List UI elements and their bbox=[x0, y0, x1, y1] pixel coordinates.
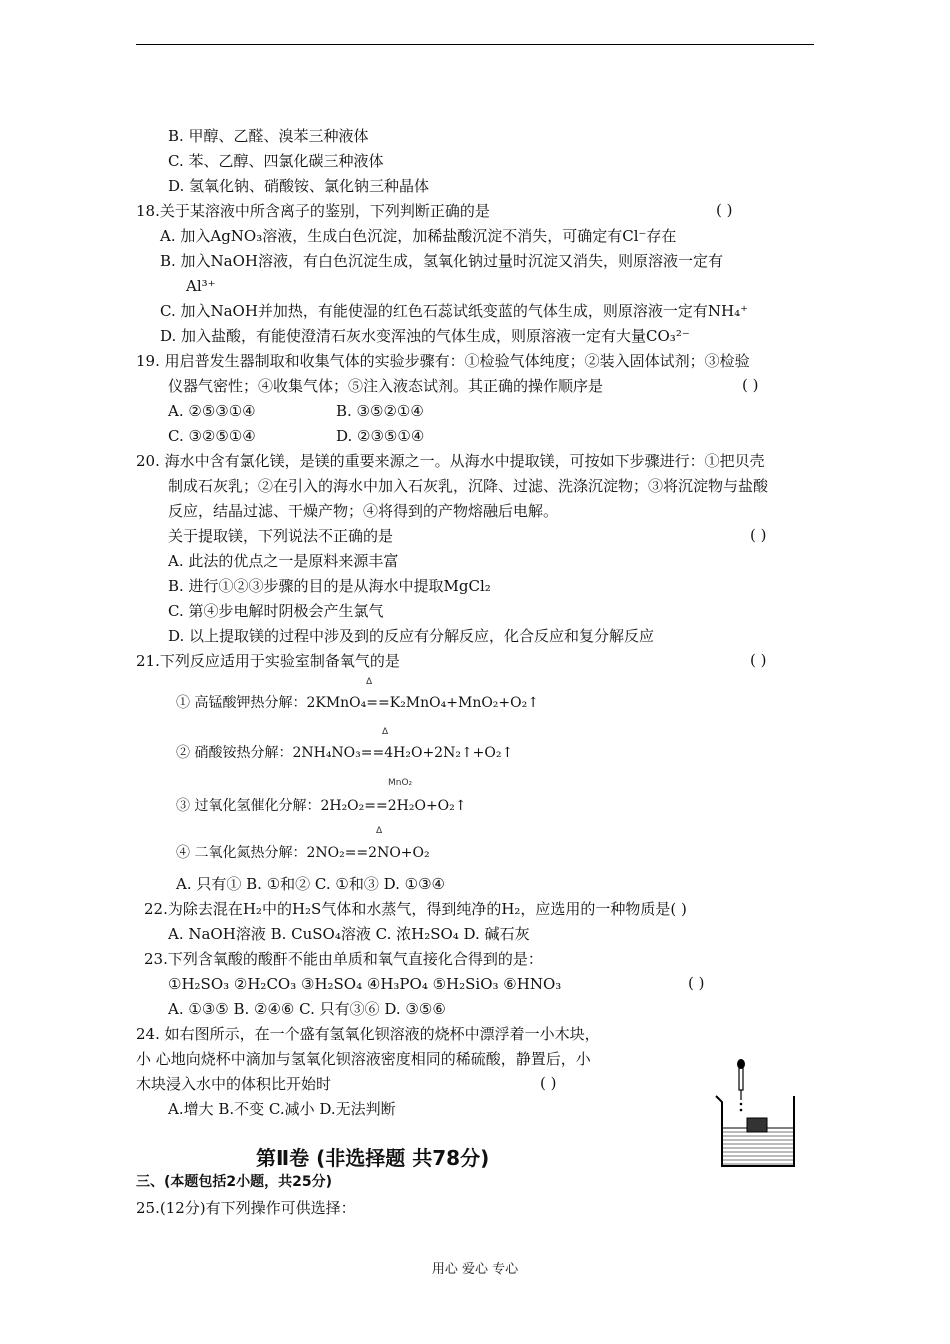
q18-stem: 18.关于某溶液中所含离子的鉴别，下列判断正确的是 bbox=[136, 202, 490, 220]
q19-answer-paren: ( ) bbox=[742, 376, 759, 394]
header-rule bbox=[136, 44, 814, 45]
reaction-1 bbox=[176, 692, 539, 712]
q20-answer-paren: ( ) bbox=[750, 526, 767, 544]
q19-line2: 仪器气密性；④收集气体；⑤注入液态试剂。其正确的操作顺序是 bbox=[168, 377, 604, 395]
section-title: 第Ⅱ卷 (非选择题 共78分) bbox=[256, 1146, 490, 1170]
part-three-heading: 三、(本题包括2小题，共25分) bbox=[136, 1174, 333, 1190]
q21-answer-paren: ( ) bbox=[750, 651, 767, 669]
r2-reactant: 2NH₄NO₃ bbox=[292, 745, 361, 761]
r2-label: ② 硝酸铵热分解： bbox=[176, 745, 293, 761]
r4-label: ④ 二氧化氮热分解： bbox=[176, 845, 307, 861]
q17-option-b: B. 甲醇、乙醛、溴苯三种液体 bbox=[168, 127, 369, 145]
r2-product: 4H₂O+2N₂↑+O₂↑ bbox=[384, 745, 514, 761]
q20-option-a: A. 此法的优点之一是原料来源丰富 bbox=[168, 552, 399, 570]
r3-label: ③ 过氧化氢催化分解： bbox=[176, 798, 321, 814]
q18-answer-paren: ( ) bbox=[716, 201, 733, 219]
r3-equals-sign: == bbox=[364, 798, 388, 814]
reaction-3 bbox=[176, 795, 467, 815]
q20-option-d: D. 以上提取镁的过程中涉及到的反应有分解反应，化合反应和复分解反应 bbox=[168, 627, 655, 645]
r4-reactant: 2NO₂ bbox=[306, 845, 345, 861]
r1-equals-sign: == bbox=[366, 695, 390, 711]
q18-option-c: C. 加入NaOH并加热，有能使湿的红色石蕊试纸变蓝的气体生成，则原溶液一定有NH₄⁺ bbox=[160, 302, 749, 320]
q21-options: A. 只有① B. ①和② C. ①和③ D. ①③④ bbox=[176, 875, 445, 893]
r1-reactant: 2KMnO₄ bbox=[306, 695, 367, 711]
q18-option-b-line2: Al³⁺ bbox=[186, 277, 216, 295]
r2-condition: Δ bbox=[382, 727, 389, 737]
beaker-figure bbox=[710, 1058, 810, 1170]
q17-option-d: D. 氢氧化钠、硝酸铵、氯化钠三种晶体 bbox=[168, 177, 430, 195]
q21-stem: 21.下列反应适用于实验室制备氧气的是 bbox=[136, 652, 400, 670]
q20-line1: 20. 海水中含有氯化镁，是镁的重要来源之一。从海水中提取镁，可按如下步骤进行：①把贝壳 bbox=[136, 452, 765, 470]
r3-catalyst: MnO₂ bbox=[388, 778, 413, 788]
q22-stem: 22.为除去混在H₂中的H₂S气体和水蒸气，得到纯净的H₂，应选用的一种物质是( ) bbox=[144, 900, 687, 918]
r4-condition: Δ bbox=[376, 826, 383, 836]
q24-options: A.增大 B.不变 C.减小 D.无法判断 bbox=[168, 1100, 396, 1118]
dropper-icon bbox=[737, 1059, 745, 1111]
q19-option-d: D. ②③⑤①④ bbox=[336, 427, 425, 445]
q19-line1: 19. 用启普发生器制取和收集气体的实验步骤有：①检验气体纯度；②装入固体试剂；③检验 bbox=[136, 352, 750, 370]
q24-line1: 24. 如右图所示，在一个盛有氢氧化钡溶液的烧杯中漂浮着一小木块， bbox=[136, 1025, 600, 1043]
q18-option-d: D. 加入盐酸，有能使澄清石灰水变浑浊的气体生成，则原溶液一定有大量CO₃²⁻ bbox=[160, 327, 690, 345]
q19-option-a: A. ②⑤③①④ bbox=[168, 402, 256, 420]
r1-product: K₂MnO₄+MnO₂+O₂↑ bbox=[389, 695, 539, 711]
q22-options: A. NaOH溶液 B. CuSO₄溶液 C. 浓H₂SO₄ D. 碱石灰 bbox=[168, 925, 530, 943]
q23-options: A. ①③⑤ B. ②④⑥ C. 只有③⑥ D. ③⑤⑥ bbox=[168, 1000, 446, 1018]
q23-answer-paren: ( ) bbox=[688, 974, 705, 992]
q24-answer-paren: ( ) bbox=[540, 1074, 557, 1092]
r1-condition: Δ bbox=[366, 677, 373, 687]
r4-equals-sign: == bbox=[344, 845, 369, 861]
q20-line2: 制成石灰乳；②在引入的海水中加入石灰乳，沉降、过滤、洗涤沉淀物；③将沉淀物与盐酸 bbox=[168, 477, 769, 495]
page-footer: 用心 爱心 专心 bbox=[431, 1262, 519, 1277]
q20-option-b: B. 进行①②③步骤的目的是从海水中提取MgCl₂ bbox=[168, 577, 491, 595]
q23-items: ①H₂SO₃ ②H₂CO₃ ③H₂SO₄ ④H₃PO₄ ⑤H₂SiO₃ ⑥HNO₃ bbox=[168, 975, 562, 993]
q18-option-a: A. 加入AgNO₃溶液，生成白色沉淀，加稀盐酸沉淀不消失，可确定有Cl⁻存在 bbox=[160, 227, 677, 245]
q23-stem: 23.下列含氧酸的酸酐不能由单质和氧气直接化合得到的是： bbox=[144, 950, 543, 968]
q17-option-c: C. 苯、乙醇、四氯化碳三种液体 bbox=[168, 152, 384, 170]
q20-line4: 关于提取镁，下列说法不正确的是 bbox=[168, 527, 394, 545]
r4-product: 2NO+O₂ bbox=[368, 845, 430, 861]
q25-stem: 25.(12分)有下列操作可供选择： bbox=[136, 1199, 356, 1217]
q24-line3: 木块浸入水中的体积比开始时 bbox=[136, 1075, 332, 1093]
r3-reactant: 2H₂O₂ bbox=[320, 798, 365, 814]
q18-option-b-line1: B. 加入NaOH溶液，有白色沉淀生成，氢氧化钠过量时沉淀又消失，则原溶液一定有 bbox=[160, 252, 724, 270]
r1-label: ① 高锰酸钾热分解： bbox=[176, 695, 307, 711]
q19-option-c: C. ③②⑤①④ bbox=[168, 427, 256, 445]
beaker-icon bbox=[716, 1096, 794, 1166]
q19-option-b: B. ③⑤②①④ bbox=[336, 402, 424, 420]
q20-option-c: C. 第④步电解时阴极会产生氯气 bbox=[168, 602, 384, 620]
r3-product: 2H₂O+O₂↑ bbox=[387, 798, 467, 814]
q24-line2: 小 心地向烧杯中滴加与氢氧化钡溶液密度相同的稀硫酸，静置后，小 bbox=[136, 1050, 591, 1068]
reaction-4 bbox=[176, 842, 430, 862]
r2-equals-sign: == bbox=[360, 745, 385, 761]
reaction-2 bbox=[176, 742, 513, 762]
q20-line3: 反应，结晶过滤、干燥产物；④将得到的产物熔融后电解。 bbox=[168, 502, 559, 520]
